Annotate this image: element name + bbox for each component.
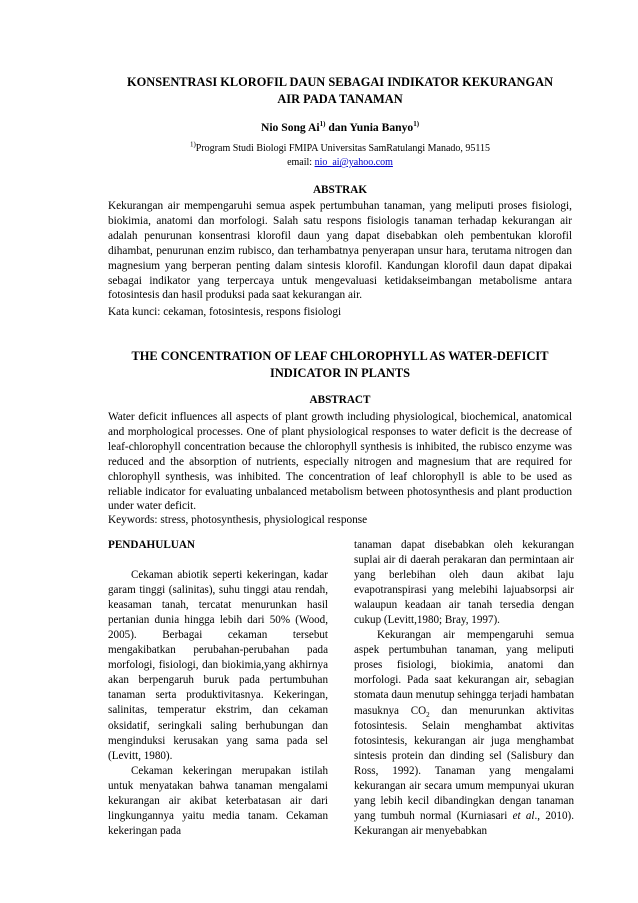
email-line [108,157,572,168]
left-column [108,538,328,839]
abstract-heading: ABSTRACT [309,394,371,406]
author-2-sup: 1) [413,120,420,129]
right-paragraph-2-b: dan menurunkan aktivitas fotosintesis. Selain menghambat aktivitas fotosintesis, kekurangan air juga menghambat sintesis protein dan dinding sel (Salisbury dan Ross, 1992). Tanaman yang mengalami kekurangan air secara umum mempunyai ukuran yang lebih kecil dibandingkan dengan tanaman yang tumbuh normal (Kurniasari [354,704,574,822]
affiliation-sup: 1) [189,140,196,149]
kata-kunci: Kata kunci: cekaman, fotosintesis, respons fisiologi [108,306,342,318]
author-2: dan Yunia Banyo [325,121,414,134]
email-link[interactable]: nio_ai@yahoo.com [314,157,393,168]
paper-title-en [108,348,572,382]
right-paragraph-2-c: ., 2010). Kekurangan air menyebabkan [354,809,574,837]
paper-title-id [108,74,572,108]
paper-title-id-line1: KONSENTRASI KLOROFIL DAUN SEBAGAI INDIKATOR KEKURANGAN [126,75,554,89]
co2-subscript: 2 [426,710,430,719]
abstrak-text: Kekurangan air mempengaruhi semua aspek pertumbuhan tanaman, yang meliputi proses fisiologi, biokimia, anatomi dan morfologi. Salah satu respons fisiologis tanaman terhadap kekurangan air adalah penurunan konsentrasi klorofil daun yang dapat disebabkan oleh pembentukan klorofil dihambat, penurunan enzim rubisco, dan terhambatnya penyerapan unsur hara, terutama nitrogen dan magnesium yang berperan penting dalam sintesis klorofil. Kandungan klorofil daun dapat dipakai sebagai indikator yang terpercaya untuk mengevaluasi ketidakseimbangan metabolisme antara fotosintesis dan hasil produksi pada saat kekurangan air. [108,200,572,302]
affiliation [108,140,572,154]
keywords: Keywords: stress, photosynthesis, physiological response [108,514,368,526]
right-paragraph-1: tanaman dapat disebabkan oleh kekurangan suplai air di daerah perakaran dan permintaan air yang berlebihan oleh daun akibat laju evapotranspirasi yang melebihi lajuabsorpsi air walaupun keadaan air tanah tersedia dengan cukup (Levitt,1980; Bray, 1997). [354,539,574,627]
paper-title-en-line1: THE CONCENTRATION OF LEAF CHLOROPHYLL AS WATER-DEFICIT [131,349,549,363]
paper-title-id-line2: AIR PADA TANAMAN [277,92,403,106]
right-paragraph-2 [354,628,574,839]
abstrak-heading: ABSTRAK [312,184,368,196]
et-al: et al [512,809,535,822]
abstract-text: Water deficit influences all aspects of plant growth including physiological, biochemical, anatomical and morphological processes. One of plant physiological responses to water deficit is the decrease of leaf-chlorophyll concentration because the chlorophyll synthesis is inhibited, the rubisco enzyme was reduced and the absorption of nutrients, especially nitrogen and magnesium that are required for chlorophyll synthesis, was inhibited. The concentration of leaf chlorophyll is able to be used as reliable indicator for evaluating unbalanced metabolism between photosynthesis and plant production under water deficit. [108,411,572,513]
email-label: email: [287,157,315,168]
left-paragraph-1: Cekaman abiotik seperti kekeringan, kadar garam tinggi (salinitas), suhu tinggi atau rendah, keasaman tanah, tercatat menurunkan hasil pertanian dunia hingga lebih dari 50% (Wood, 2005). Berbagai cekaman tersebut mengakibatkan perubahan-perubahan pada morfologi, fisiologi, dan biokimia,yang akhirnya akan berpengaruh buruk pada pertumbuhan tanaman serta produktivitasnya. Kekeringan, salinitas, temperatur ekstrim, dan cekaman oksidatif, seringkali saling berhubungan dan menginduksi kerusakan yang sama pada sel (Levitt, 1980). [108,569,328,762]
paper-title-en-line2: INDICATOR IN PLANTS [270,366,410,380]
right-paragraph-2-a: Kekurangan air mempengaruhi semua aspek pertumbuhan tanaman, yang meliputi proses fisiologi, biokimia, anatomi dan morfologi. Pada saat kekurangan air, sebagian stomata daun menutup sehingga terjadi hambatan masuknya CO [354,629,574,717]
section-heading-pendahuluan: PENDAHULUAN [108,539,196,551]
author-1-sup: 1) [319,120,326,129]
right-column [354,538,574,839]
left-paragraph-2: Cekaman kekeringan merupakan istilah untuk menyatakan bahwa tanaman mengalami kekurangan air akibat keterbatasan air dari lingkungannya yaitu media tanam. Cekaman kekeringan pada [108,764,328,837]
affiliation-text: Program Studi Biologi FMIPA Universitas SamRatulangi Manado, 95115 [195,143,491,154]
author-1: Nio Song Ai [260,121,320,134]
author-line [108,121,572,134]
